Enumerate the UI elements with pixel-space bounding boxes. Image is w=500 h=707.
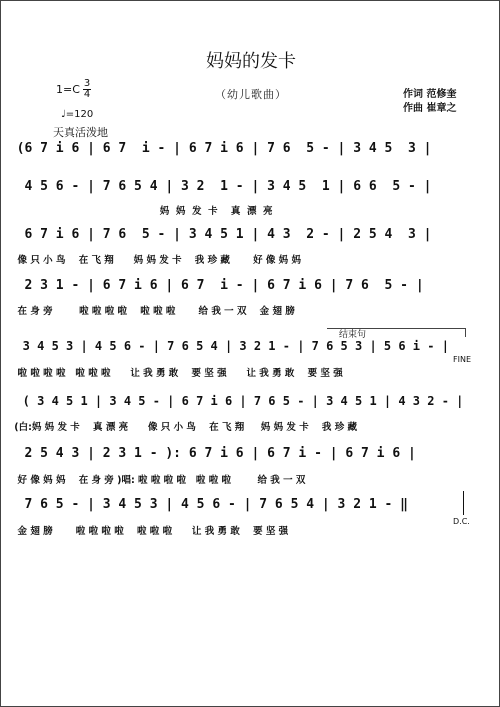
time-signature (83, 79, 91, 100)
notation-row-4: 2 3 1 - | 6 7 i 6 | 6 7 i - | 6 7 i 6 | 7 6 5 - | (1, 278, 424, 293)
notation-row-3: 6 7 i 6 | 7 6 5 - | 3 4 5 1 | 4 3 2 - | 2 5 4 3 | (1, 227, 432, 242)
lyrics-row-7: 好 像 妈 妈 在 身 旁 )唱: 啦 啦 啦 啦 啦 啦 啦 给 我 一 双 (1, 475, 306, 486)
ending-phrase-label: 结束句 (339, 330, 367, 340)
composer-credit: 作曲 崔章之 (403, 103, 457, 114)
song-title: 妈妈的发卡 (206, 51, 296, 72)
dc-mark: D.C. (453, 517, 470, 526)
notation-row-1: (6 7 i 6 | 6 7 i - | 6 7 i 6 | 7 6 5 - | 3 4 5 3 | (1, 141, 432, 156)
lyrics-row-4: 在 身 旁 啦 啦 啦 啦 啦 啦 啦 给 我 一 双 金 翅 膀 (1, 306, 295, 317)
time-signature-top: 3 (83, 78, 91, 89)
song-subtitle: （幼儿歌曲） (215, 88, 287, 101)
notation-row-2: 4 5 6 - | 7 6 5 4 | 3 2 1 - | 3 4 5 1 | 6 6 5 - | (1, 179, 432, 194)
notation-row-8: 7 6 5 - | 3 4 5 3 | 4 5 6 - | 7 6 5 4 | 3 2 1 - ‖ (1, 497, 408, 512)
fine-mark: FINE (453, 355, 471, 364)
tempo-mark: ♩=120 (61, 109, 94, 120)
notation-row-5: 3 4 5 3 | 4 5 6 - | 7 6 5 4 | 3 2 1 - | 7 6 5 3 | 5 6 i - | (1, 339, 449, 353)
lyrics-row-6: (白:妈 妈 发 卡 真 漂 亮 像 只 小 鸟 在 飞 翔 妈 妈 发 卡 我 珍 藏 (1, 422, 358, 433)
lyrics-row-3: 像 只 小 鸟 在 飞 翔 妈 妈 发 卡 我 珍 藏 好 像 妈 妈 (1, 255, 301, 266)
key-signature: 1=C (56, 83, 80, 96)
lyrics-row-2: 妈 妈 发 卡 真 漂 亮 (1, 206, 273, 217)
lyrics-row-8: 金 翅 膀 啦 啦 啦 啦 啦 啦 啦 让 我 勇 敢 要 坚 强 (1, 526, 289, 537)
notation-row-6: ( 3 4 5 1 | 3 4 5 - | 6 7 i 6 | 7 6 5 - | 3 4 5 1 | 4 3 2 - | (1, 394, 464, 408)
expression-mark: 天真活泼地 (53, 126, 108, 139)
final-barline (463, 491, 464, 515)
notation-row-7: 2 5 4 3 | 2 3 1 - ): 6 7 i 6 | 6 7 i - | 6 7 i 6 | (1, 446, 416, 461)
lyricist-credit: 作词 范修奎 (403, 89, 457, 100)
lyrics-row-5: 啦 啦 啦 啦 啦 啦 啦 让 我 勇 敢 要 坚 强 让 我 勇 敢 要 坚 强 (1, 368, 343, 379)
time-signature-bottom: 4 (83, 89, 91, 100)
